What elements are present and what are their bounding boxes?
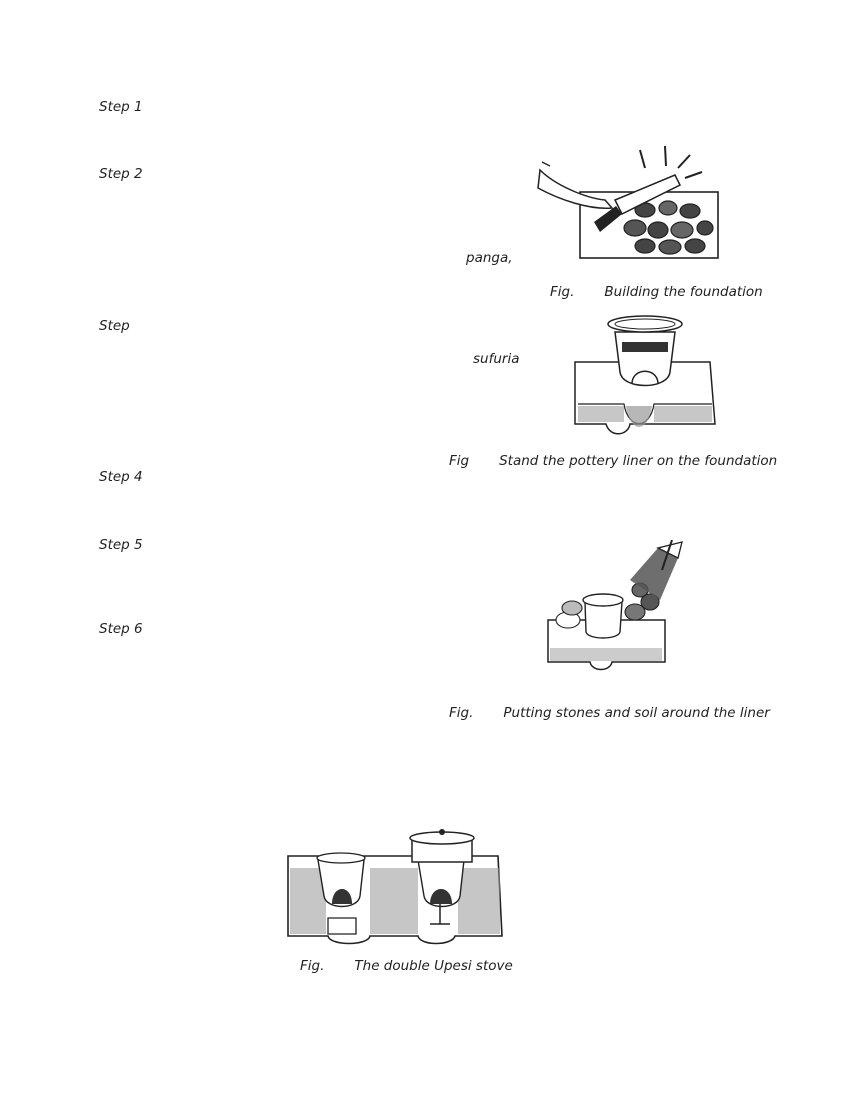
figure-1-caption [550,284,763,300]
figure-4-text: The double Upesi stove [354,958,513,974]
figure-3-text: Putting stones and soil around the liner [503,705,770,721]
step-1-label: Step 1 [99,99,143,115]
step-6-label: Step 6 [99,621,143,637]
figure-double-upesi-stove [280,828,506,948]
step-2-label: Step 2 [99,166,143,182]
figure-1-text: Building the foundation [604,284,763,300]
figure-3-caption [449,705,770,721]
figure-pottery-liner [570,312,720,442]
figure-1-prefix: Fig. [550,284,575,300]
word-panga: panga, [466,250,513,266]
figure-2-text: Stand the pottery liner on the foundation [499,453,778,469]
step-5-label: Step 5 [99,537,143,553]
figure-building-foundation [530,140,730,265]
figure-2-caption [449,453,777,469]
figure-4-caption [300,958,513,974]
step-4-label: Step 4 [99,469,143,485]
figure-3-prefix: Fig. [449,705,474,721]
figure-2-prefix: Fig [449,453,470,469]
figure-stones-and-soil [540,540,700,680]
word-sufuria: sufuria [473,351,520,367]
figure-4-prefix: Fig. [300,958,325,974]
step-3-label: Step [99,318,130,334]
